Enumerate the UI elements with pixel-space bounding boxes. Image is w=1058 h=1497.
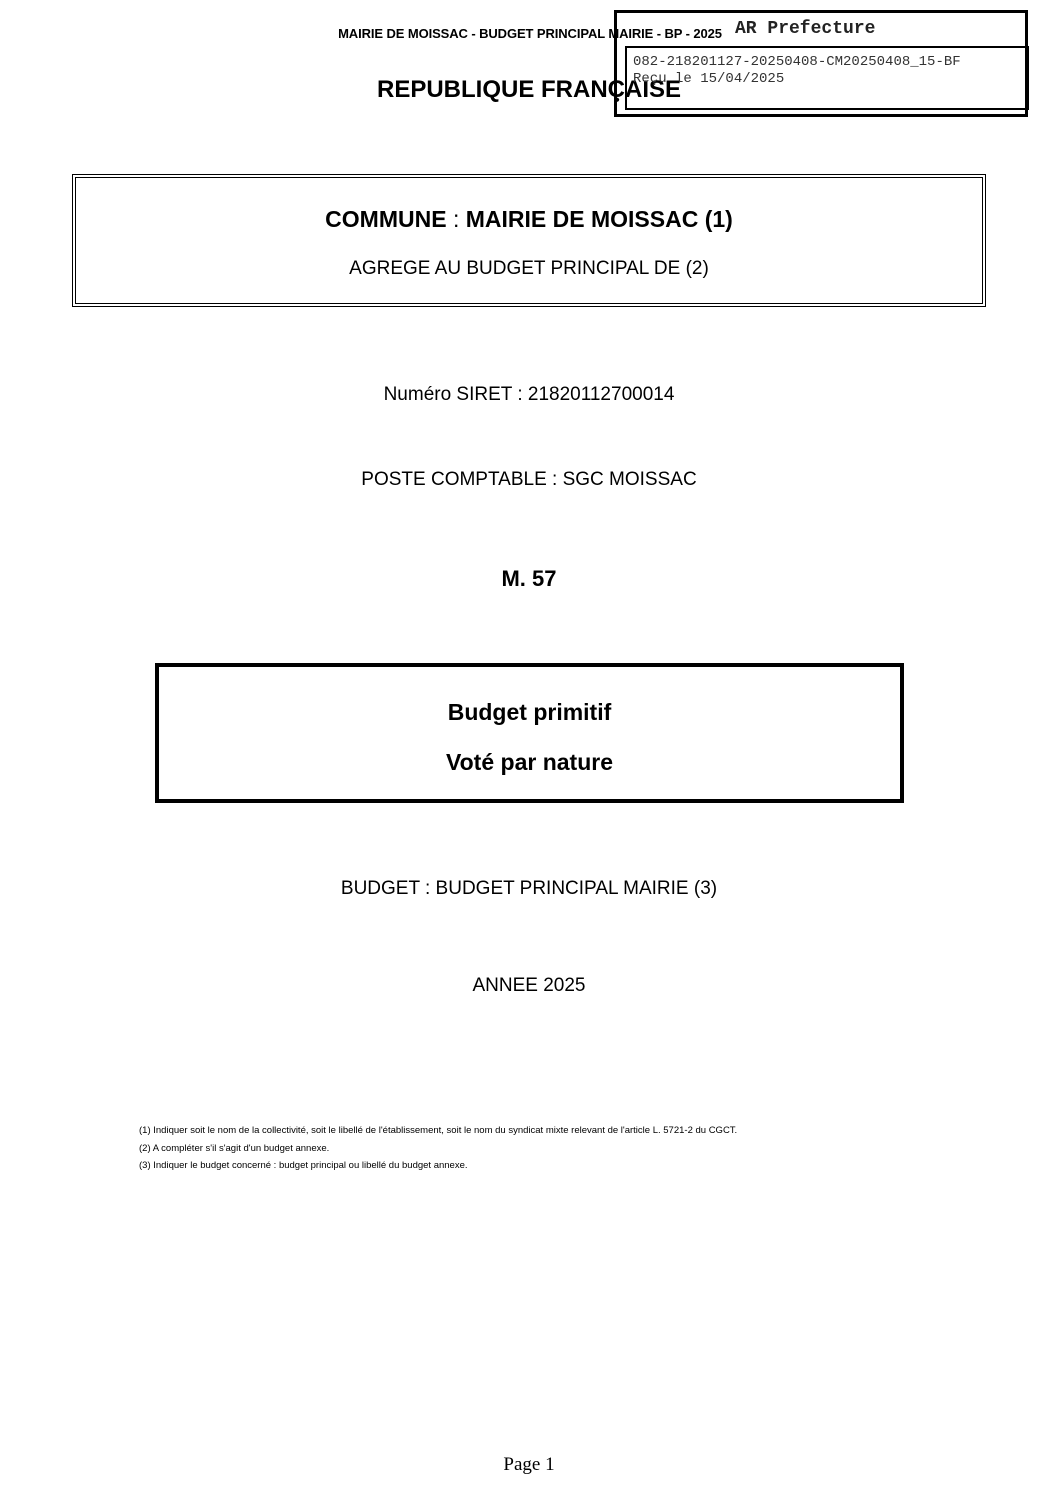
commune-name: MAIRIE DE MOISSAC (1) [465, 206, 733, 232]
commune-separator: : [446, 206, 466, 232]
commune-box [72, 174, 986, 307]
stamp-title: AR Prefecture [735, 19, 876, 39]
page-number: Page 1 [503, 1454, 555, 1475]
budget-type-box [155, 663, 904, 803]
siret-number: Numéro SIRET : 21820112700014 [383, 384, 675, 405]
prefecture-stamp [614, 10, 1028, 117]
running-header: MAIRIE DE MOISSAC - BUDGET PRINCIPAL MAIRIE - BP - 2025 [338, 26, 722, 41]
footnote: (2) A compléter s'il s'agit d'un budget annexe. [139, 1142, 330, 1154]
stamp-reference: 082-218201127-20250408-CM20250408_15-BF [633, 54, 961, 70]
agrege-line: AGREGE AU BUDGET PRINCIPAL DE (2) [349, 258, 709, 279]
budget-title: Budget primitif [447, 699, 612, 725]
budget-line: BUDGET : BUDGET PRINCIPAL MAIRIE (3) [340, 878, 718, 899]
footnotes [139, 1122, 737, 1175]
footnote: (1) Indiquer soit le nom de la collectivité, soit le libellé de l'établissement, soit le nom du syndicat mixte relevant de l'article L. 5721-2 du CGCT. [139, 1125, 738, 1136]
budget-vote-mode: Voté par nature [446, 749, 613, 775]
footnote: (3) Indiquer le budget concerné : budget principal ou libellé du budget annexe. [139, 1160, 468, 1171]
stamp-inner-box [625, 46, 1029, 110]
stamp-received-date: Reçu le 15/04/2025 [633, 71, 785, 87]
republique-heading: REPUBLIQUE FRANÇAISE [376, 76, 682, 103]
commune-line [76, 206, 982, 233]
annee: ANNEE 2025 [472, 975, 586, 996]
poste-comptable: POSTE COMPTABLE : SGC MOISSAC [361, 469, 697, 490]
commune-label: COMMUNE [325, 206, 447, 232]
nomenclature: M. 57 [501, 566, 557, 591]
